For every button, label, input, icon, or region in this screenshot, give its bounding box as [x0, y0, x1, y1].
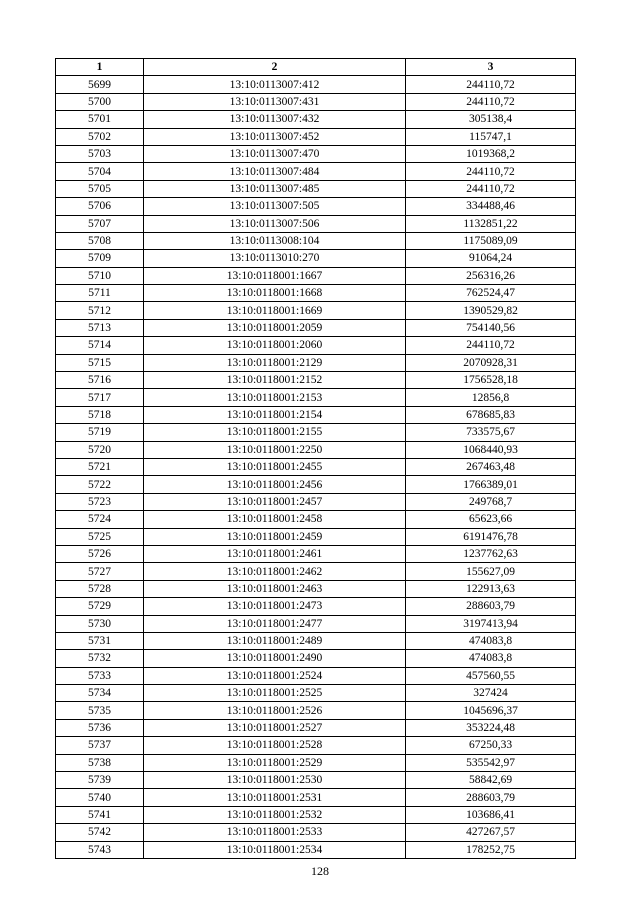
value-cell: 288603,79 [406, 598, 576, 615]
cadastral-number-cell: 13:10:0118001:2152 [144, 372, 406, 389]
row-number-cell: 5718 [56, 406, 144, 423]
row-number-cell: 5715 [56, 354, 144, 371]
row-number-cell: 5726 [56, 545, 144, 562]
value-cell: 12856,8 [406, 389, 576, 406]
table-row [56, 441, 576, 458]
value-cell: 1756528,18 [406, 372, 576, 389]
value-cell: 334488,46 [406, 198, 576, 215]
cadastral-number-cell: 13:10:0118001:2489 [144, 632, 406, 649]
cadastral-number-cell: 13:10:0118001:2129 [144, 354, 406, 371]
row-number-cell: 5733 [56, 667, 144, 684]
value-cell: 65623,66 [406, 511, 576, 528]
table-row [56, 650, 576, 667]
table-row [56, 493, 576, 510]
table-row [56, 389, 576, 406]
value-cell: 244110,72 [406, 163, 576, 180]
value-cell: 474083,8 [406, 632, 576, 649]
table-row [56, 702, 576, 719]
value-cell: 327424 [406, 685, 576, 702]
value-cell: 678685,83 [406, 406, 576, 423]
value-cell: 244110,72 [406, 76, 576, 93]
row-number-cell: 5703 [56, 145, 144, 162]
table-row [56, 719, 576, 736]
value-cell: 762524,47 [406, 285, 576, 302]
row-number-cell: 5738 [56, 754, 144, 771]
row-number-cell: 5736 [56, 719, 144, 736]
table-row [56, 476, 576, 493]
cadastral-number-cell: 13:10:0118001:1667 [144, 267, 406, 284]
table-body [56, 76, 576, 859]
cadastral-number-cell: 13:10:0118001:2154 [144, 406, 406, 423]
data-table [55, 58, 576, 859]
table-row [56, 406, 576, 423]
table-row [56, 806, 576, 823]
table-row [56, 354, 576, 371]
table-row [56, 824, 576, 841]
value-cell: 249768,7 [406, 493, 576, 510]
row-number-cell: 5708 [56, 232, 144, 249]
table-row [56, 128, 576, 145]
cadastral-number-cell: 13:10:0118001:2534 [144, 841, 406, 858]
value-cell: 754140,56 [406, 319, 576, 336]
cadastral-number-cell: 13:10:0113007:470 [144, 145, 406, 162]
cadastral-number-cell: 13:10:0113007:452 [144, 128, 406, 145]
table-row [56, 580, 576, 597]
table-row [56, 754, 576, 771]
value-cell: 1045696,37 [406, 702, 576, 719]
cadastral-number-cell: 13:10:0118001:2524 [144, 667, 406, 684]
row-number-cell: 5739 [56, 772, 144, 789]
table-row [56, 76, 576, 93]
table-row [56, 667, 576, 684]
cadastral-number-cell: 13:10:0118001:2059 [144, 319, 406, 336]
cadastral-number-cell: 13:10:0118001:2153 [144, 389, 406, 406]
row-number-cell: 5709 [56, 250, 144, 267]
cadastral-number-cell: 13:10:0118001:2462 [144, 563, 406, 580]
header-cell-col3: 3 [406, 59, 576, 76]
cadastral-number-cell: 13:10:0118001:2529 [144, 754, 406, 771]
row-number-cell: 5711 [56, 285, 144, 302]
row-number-cell: 5720 [56, 441, 144, 458]
table-row [56, 615, 576, 632]
value-cell: 353224,48 [406, 719, 576, 736]
table-row [56, 163, 576, 180]
row-number-cell: 5705 [56, 180, 144, 197]
table-row [56, 302, 576, 319]
row-number-cell: 5707 [56, 215, 144, 232]
value-cell: 733575,67 [406, 424, 576, 441]
cadastral-number-cell: 13:10:0118001:1669 [144, 302, 406, 319]
value-cell: 103686,41 [406, 806, 576, 823]
value-cell: 244110,72 [406, 180, 576, 197]
value-cell: 122913,63 [406, 580, 576, 597]
table-row [56, 598, 576, 615]
row-number-cell: 5741 [56, 806, 144, 823]
table-row [56, 250, 576, 267]
cadastral-number-cell: 13:10:0118001:2060 [144, 337, 406, 354]
value-cell: 58842,69 [406, 772, 576, 789]
cadastral-number-cell: 13:10:0118001:2490 [144, 650, 406, 667]
value-cell: 91064,24 [406, 250, 576, 267]
row-number-cell: 5701 [56, 111, 144, 128]
header-cell-col1: 1 [56, 59, 144, 76]
cadastral-number-cell: 13:10:0118001:2473 [144, 598, 406, 615]
cadastral-number-cell: 13:10:0118001:2459 [144, 528, 406, 545]
table-row [56, 545, 576, 562]
table-row [56, 337, 576, 354]
cadastral-number-cell: 13:10:0118001:2461 [144, 545, 406, 562]
cadastral-number-cell: 13:10:0118001:2456 [144, 476, 406, 493]
row-number-cell: 5713 [56, 319, 144, 336]
row-number-cell: 5723 [56, 493, 144, 510]
cadastral-number-cell: 13:10:0118001:2527 [144, 719, 406, 736]
value-cell: 474083,8 [406, 650, 576, 667]
row-number-cell: 5710 [56, 267, 144, 284]
row-number-cell: 5737 [56, 737, 144, 754]
cadastral-number-cell: 13:10:0113007:484 [144, 163, 406, 180]
table-row [56, 772, 576, 789]
row-number-cell: 5722 [56, 476, 144, 493]
table-row [56, 789, 576, 806]
value-cell: 256316,26 [406, 267, 576, 284]
value-cell: 1019368,2 [406, 145, 576, 162]
row-number-cell: 5704 [56, 163, 144, 180]
row-number-cell: 5699 [56, 76, 144, 93]
row-number-cell: 5702 [56, 128, 144, 145]
row-number-cell: 5725 [56, 528, 144, 545]
cadastral-number-cell: 13:10:0118001:1668 [144, 285, 406, 302]
table-row [56, 685, 576, 702]
value-cell: 1390529,82 [406, 302, 576, 319]
cadastral-number-cell: 13:10:0113007:485 [144, 180, 406, 197]
value-cell: 6191476,78 [406, 528, 576, 545]
table-row [56, 737, 576, 754]
row-number-cell: 5732 [56, 650, 144, 667]
cadastral-number-cell: 13:10:0118001:2457 [144, 493, 406, 510]
table-header [56, 59, 576, 76]
row-number-cell: 5719 [56, 424, 144, 441]
table-row [56, 841, 576, 858]
row-number-cell: 5729 [56, 598, 144, 615]
table-row [56, 285, 576, 302]
value-cell: 178252,75 [406, 841, 576, 858]
value-cell: 1766389,01 [406, 476, 576, 493]
row-number-cell: 5724 [56, 511, 144, 528]
value-cell: 305138,4 [406, 111, 576, 128]
cadastral-number-cell: 13:10:0118001:2477 [144, 615, 406, 632]
table-row [56, 458, 576, 475]
cadastral-number-cell: 13:10:0118001:2458 [144, 511, 406, 528]
table-row [56, 424, 576, 441]
row-number-cell: 5721 [56, 458, 144, 475]
table-row [56, 563, 576, 580]
cadastral-number-cell: 13:10:0118001:2531 [144, 789, 406, 806]
value-cell: 267463,48 [406, 458, 576, 475]
cadastral-number-cell: 13:10:0113010:270 [144, 250, 406, 267]
value-cell: 2070928,31 [406, 354, 576, 371]
header-row [56, 59, 576, 76]
page-number: 128 [311, 864, 329, 878]
value-cell: 155627,09 [406, 563, 576, 580]
table-row [56, 111, 576, 128]
row-number-cell: 5727 [56, 563, 144, 580]
cadastral-number-cell: 13:10:0113007:506 [144, 215, 406, 232]
value-cell: 244110,72 [406, 337, 576, 354]
cadastral-number-cell: 13:10:0113008:104 [144, 232, 406, 249]
table-row [56, 215, 576, 232]
cadastral-number-cell: 13:10:0118001:2250 [144, 441, 406, 458]
value-cell: 535542,97 [406, 754, 576, 771]
table-row [56, 145, 576, 162]
row-number-cell: 5716 [56, 372, 144, 389]
cadastral-number-cell: 13:10:0118001:2530 [144, 772, 406, 789]
row-number-cell: 5730 [56, 615, 144, 632]
table-row [56, 319, 576, 336]
cadastral-number-cell: 13:10:0118001:2525 [144, 685, 406, 702]
cadastral-number-cell: 13:10:0118001:2463 [144, 580, 406, 597]
value-cell: 457560,55 [406, 667, 576, 684]
row-number-cell: 5731 [56, 632, 144, 649]
table-row [56, 511, 576, 528]
value-cell: 1175089,09 [406, 232, 576, 249]
table-row [56, 372, 576, 389]
cadastral-number-cell: 13:10:0113007:505 [144, 198, 406, 215]
cadastral-number-cell: 13:10:0118001:2155 [144, 424, 406, 441]
table-row [56, 232, 576, 249]
cadastral-number-cell: 13:10:0118001:2533 [144, 824, 406, 841]
row-number-cell: 5714 [56, 337, 144, 354]
value-cell: 427267,57 [406, 824, 576, 841]
row-number-cell: 5706 [56, 198, 144, 215]
table-row [56, 267, 576, 284]
row-number-cell: 5734 [56, 685, 144, 702]
value-cell: 244110,72 [406, 93, 576, 110]
row-number-cell: 5712 [56, 302, 144, 319]
row-number-cell: 5742 [56, 824, 144, 841]
value-cell: 288603,79 [406, 789, 576, 806]
header-cell-col2: 2 [144, 59, 406, 76]
value-cell: 115747,1 [406, 128, 576, 145]
cadastral-number-cell: 13:10:0113007:412 [144, 76, 406, 93]
row-number-cell: 5735 [56, 702, 144, 719]
cadastral-number-cell: 13:10:0113007:431 [144, 93, 406, 110]
value-cell: 1132851,22 [406, 215, 576, 232]
row-number-cell: 5717 [56, 389, 144, 406]
row-number-cell: 5740 [56, 789, 144, 806]
value-cell: 3197413,94 [406, 615, 576, 632]
value-cell: 1237762,63 [406, 545, 576, 562]
cadastral-number-cell: 13:10:0113007:432 [144, 111, 406, 128]
row-number-cell: 5700 [56, 93, 144, 110]
table-row [56, 93, 576, 110]
value-cell: 67250,33 [406, 737, 576, 754]
table-row [56, 180, 576, 197]
table-row [56, 528, 576, 545]
row-number-cell: 5728 [56, 580, 144, 597]
table-row [56, 632, 576, 649]
cadastral-number-cell: 13:10:0118001:2528 [144, 737, 406, 754]
table-row [56, 198, 576, 215]
row-number-cell: 5743 [56, 841, 144, 858]
cadastral-number-cell: 13:10:0118001:2532 [144, 806, 406, 823]
cadastral-number-cell: 13:10:0118001:2526 [144, 702, 406, 719]
cadastral-number-cell: 13:10:0118001:2455 [144, 458, 406, 475]
value-cell: 1068440,93 [406, 441, 576, 458]
